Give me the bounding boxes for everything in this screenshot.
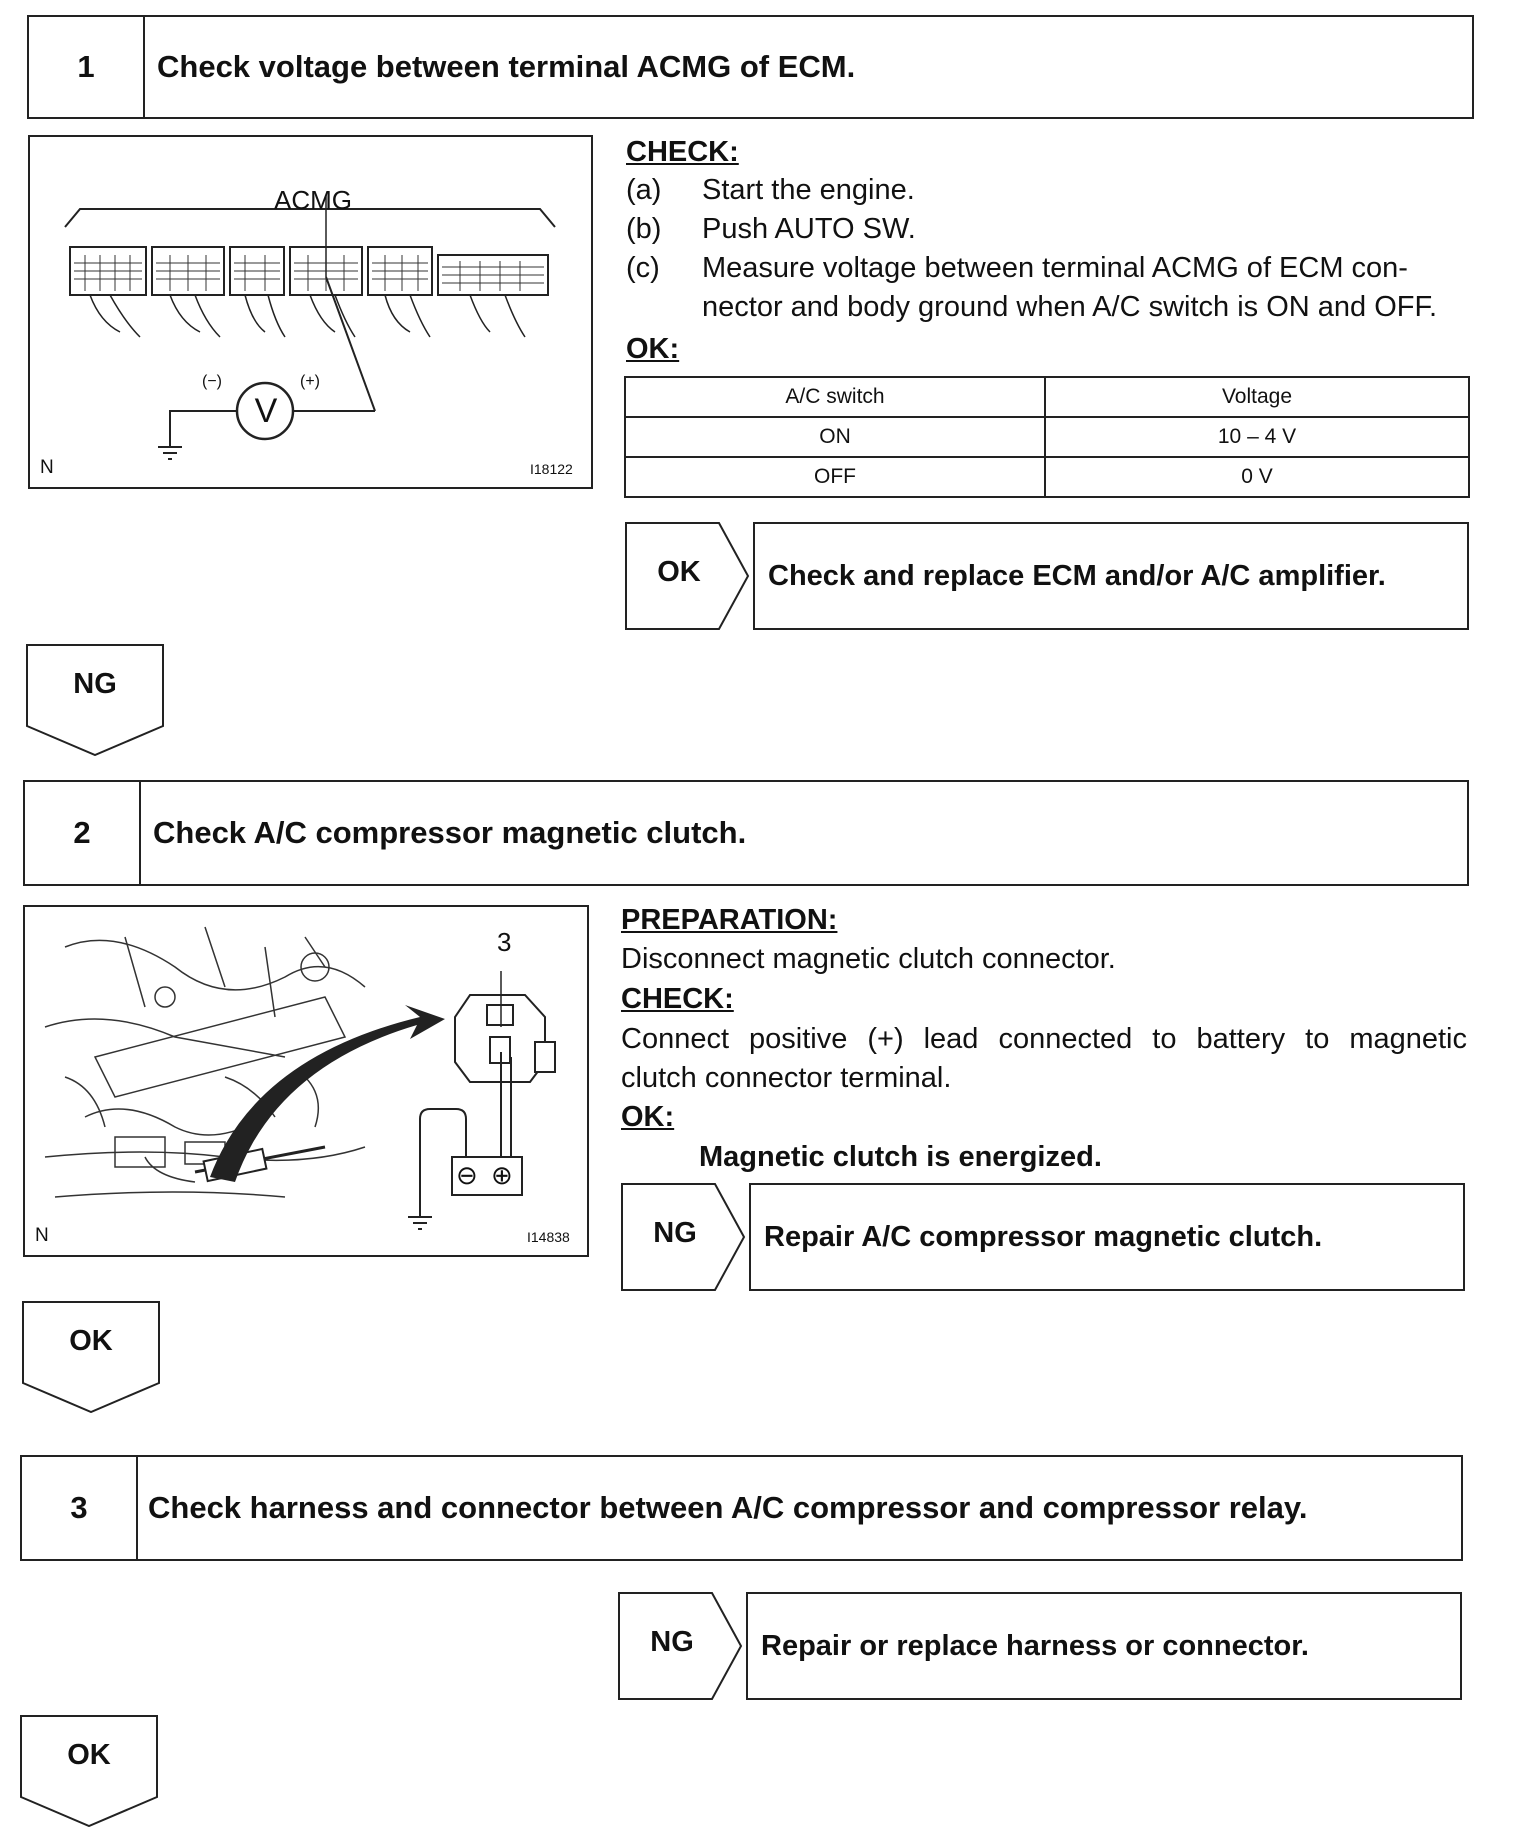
step-1-title: Check voltage between terminal ACMG of ECM. (157, 49, 856, 84)
step-1-ok-heading: OK: (626, 333, 680, 365)
step-1-ok-tag: OK (657, 556, 701, 588)
step-2-prep-text: Disconnect magnetic clutch connector. (621, 943, 1116, 975)
table-header-cell: Voltage (1045, 377, 1469, 417)
step-1-step-a-text: Start the engine. (702, 174, 915, 206)
step-1-step-b-label: (b) (626, 213, 662, 245)
step-1-spec-table (624, 376, 1470, 498)
step-1-step-b-text: Push AUTO SW. (702, 213, 916, 245)
step-2-check-heading: CHECK: (621, 983, 734, 1015)
step-2-check-text-cont: clutch connector terminal. (621, 1062, 952, 1094)
step-1-step-c-label: (c) (626, 252, 660, 284)
table-cell: 0 V (1045, 457, 1469, 497)
step-1-number: 1 (29, 17, 145, 117)
battery-plus-terminal: ⊕ (491, 1160, 513, 1190)
table-row (625, 377, 1469, 417)
step-2-check-text: Connect positive (+) lead connected to battery to magnetic (621, 1023, 1467, 1055)
step-1-result-box (753, 522, 1469, 630)
step-3-ng-tag: NG (650, 1626, 694, 1658)
step-1-step-c-text-cont: nector and body ground when A/C switch is ON and OFF. (702, 291, 1438, 323)
step-2-ng-tag: NG (653, 1217, 697, 1249)
step-2-header (23, 780, 1469, 886)
figure-corner-n: N (35, 1225, 49, 1246)
step-3-ok-branch-label: OK (67, 1739, 111, 1771)
battery-minus-terminal: ⊖ (456, 1160, 478, 1190)
step-1-ng-branch-label: NG (73, 668, 117, 700)
step-1-check-heading: CHECK: (626, 136, 739, 168)
step-1-step-a-label: (a) (626, 174, 662, 206)
step-2-result-text: Repair A/C compressor magnetic clutch. (764, 1220, 1323, 1253)
step-2-ok-branch-label: OK (69, 1325, 113, 1357)
step-3-title: Check harness and connector between A/C compressor and compressor relay. (148, 1490, 1308, 1525)
table-cell: OFF (625, 457, 1045, 497)
figure-corner-n: N (40, 457, 54, 478)
acmg-callout: ACMG (274, 185, 352, 215)
minus-lead-label: (−) (202, 373, 222, 390)
step-3-result-box (746, 1592, 1462, 1700)
step-2-ok-text: Magnetic clutch is energized. (699, 1141, 1102, 1173)
table-cell: ON (625, 417, 1045, 457)
figure-id: I18122 (530, 461, 573, 477)
step-2-ok-heading: OK: (621, 1101, 675, 1133)
table-header-cell: A/C switch (625, 377, 1045, 417)
plus-lead-label: (+) (300, 373, 320, 390)
ecm-voltage-figure (28, 135, 593, 489)
step-2-title: Check A/C compressor magnetic clutch. (153, 815, 747, 850)
magnetic-clutch-figure (23, 905, 589, 1257)
terminal-callout: 3 (497, 927, 512, 957)
step-3-header (20, 1455, 1463, 1561)
step-3-number: 3 (22, 1457, 138, 1559)
voltmeter-symbol: V (254, 392, 278, 430)
table-row (625, 417, 1469, 457)
step-3-result-text: Repair or replace harness or connector. (761, 1629, 1309, 1662)
table-cell: 10 – 4 V (1045, 417, 1469, 457)
figure-id: I14838 (527, 1229, 570, 1245)
step-2-prep-heading: PREPARATION: (621, 904, 838, 936)
step-1-header (27, 15, 1474, 119)
step-2-result-box (749, 1183, 1465, 1291)
step-1-step-c-text: Measure voltage between terminal ACMG of ECM con- (702, 252, 1408, 284)
step-2-number: 2 (25, 782, 141, 884)
table-row (625, 457, 1469, 497)
step-1-result-text: Check and replace ECM and/or A/C amplifier. (768, 559, 1386, 592)
